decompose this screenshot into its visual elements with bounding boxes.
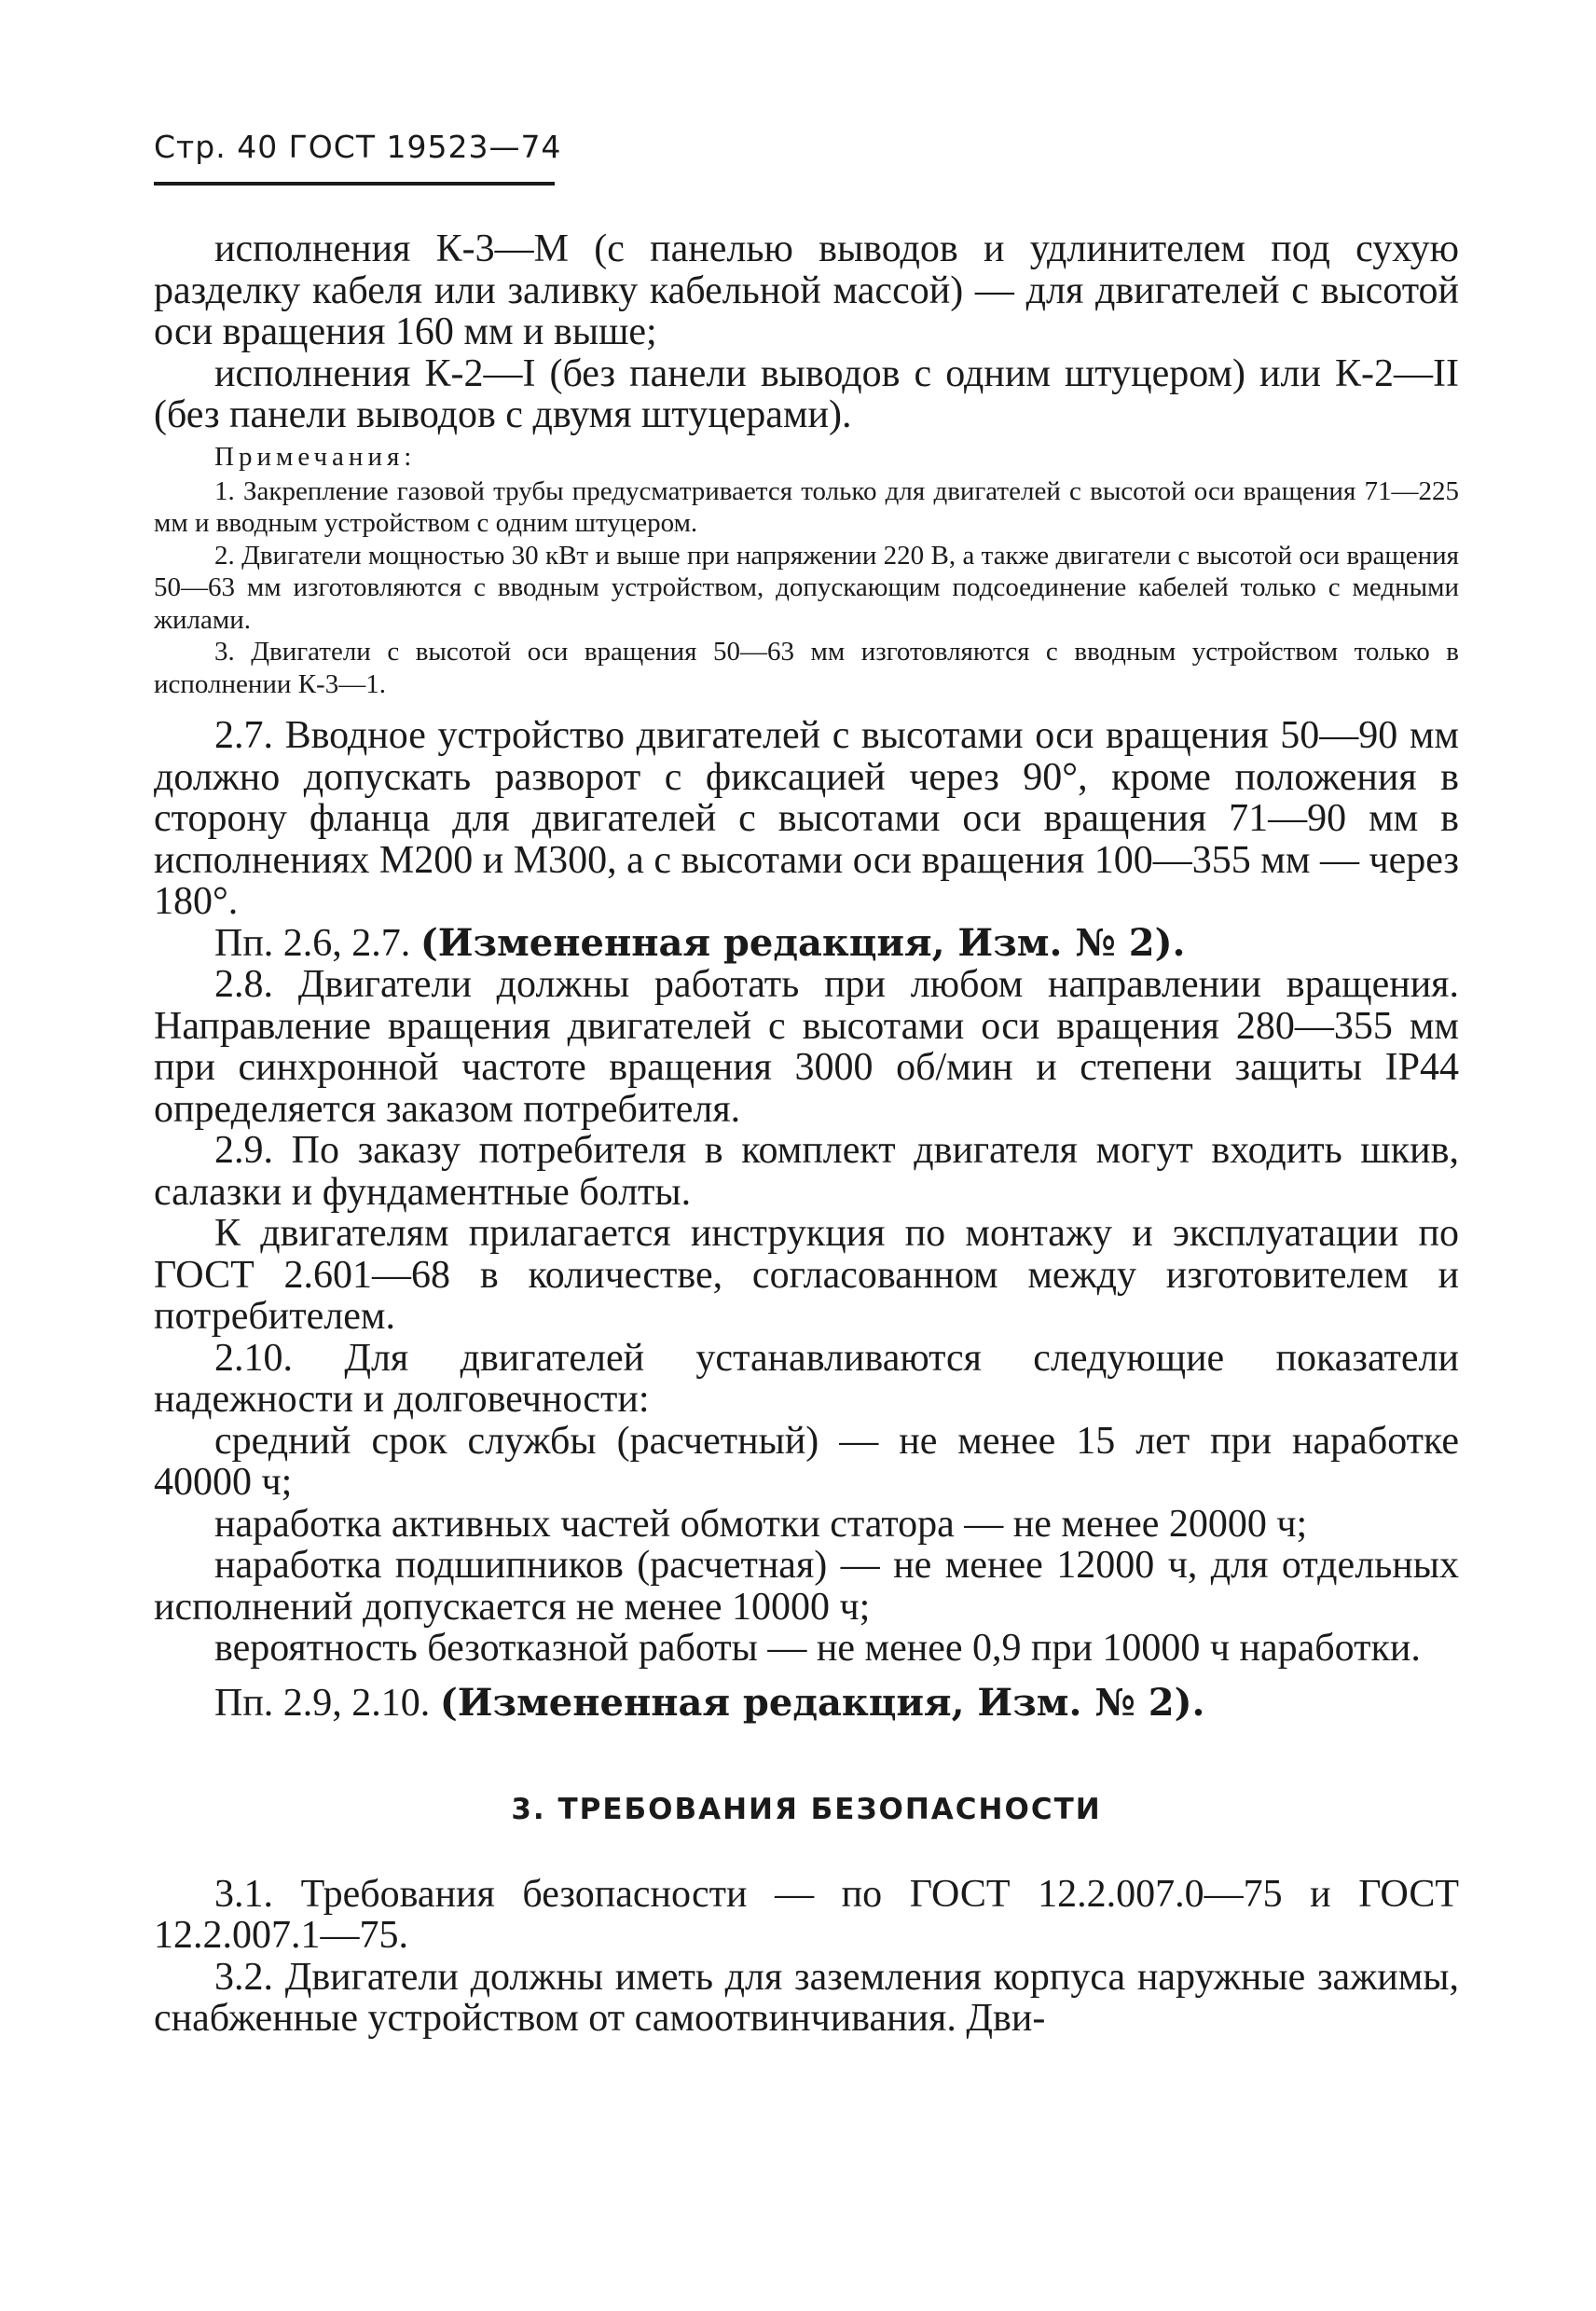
paragraph-k2: исполнения К-2—I (без панели выводов с одним штуцером) или К-2—II (без панели выводов с двумя штуцерами). xyxy=(154,351,1459,436)
note-item: 3. Двигатели с высотой оси вращения 50—63 мм изготовляются с вводным устройством только в исполнении К-3—1. xyxy=(154,637,1459,699)
notes-title: Примечания: xyxy=(214,441,417,472)
header-rule xyxy=(154,182,555,186)
clause-2-8: 2.8. Двигатели должны работать при любом направлении вращения. Направление вращения двигателей с высотами оси вращения 280—355 мм при синхронной частоте вращения 3000 об/мин и степени защиты IP44 определяется заказом потребителя. xyxy=(154,963,1459,1131)
amendment-label: (Измененная редакция, Изм. № 2). xyxy=(439,1680,1205,1725)
clause-2-10-reliability: вероятность безотказной работы — не менее 0,9 при 10000 ч наработки. xyxy=(214,1627,1421,1670)
clause-2-7: 2.7. Вводное устройство двигателей с высотами оси вращения 50—90 мм должно допускать разворот с фиксацией через 90°, кроме положения в сторону фланца для двигателей с высотами оси вращения 71—90 мм в исполнениях М200 и М300, а с высотами оси вращения 100—355 мм — через 180°. xyxy=(154,714,1459,923)
notes-list xyxy=(154,475,1459,701)
amendment-note-1 xyxy=(154,920,1459,965)
clause-2-10: 2.10. Для двигателей устанавливаются следующие показатели надежности и долговечности: xyxy=(154,1336,1459,1421)
clause-3-2: 3.2. Двигатели должны иметь для заземления корпуса наружные зажимы, снабженные устройством от самоотвинчивания. Дви- xyxy=(154,1955,1459,2040)
amendment-ref: Пп. 2.9, 2.10. xyxy=(214,1681,431,1725)
clause-2-10-winding: наработка активных частей обмотки статора — не менее 20000 ч; xyxy=(214,1502,1308,1546)
page-header: Стр. 40 ГОСТ 19523—74 xyxy=(154,129,562,165)
note-item: 1. Закрепление газовой трубы предусматривается только для двигателей с высотой оси вращения 71—225 мм и вводным устройством с одним штуцером. xyxy=(154,475,1459,538)
note-item: 2. Двигатели мощностью 30 кВт и выше при напряжении 220 В, а также двигатели с высотой оси вращения 50—63 мм изготовляются с вводным устройством, допускающим подсоединение кабелей только с медными жилами. xyxy=(154,540,1459,635)
clause-2-9-instructions: К двигателям прилагается инструкция по монтажу и эксплуатации по ГОСТ 2.601—68 в количестве, согласованном между изготовителем и потребителем. xyxy=(154,1212,1459,1338)
amendment-ref: Пп. 2.6, 2.7. xyxy=(214,921,411,965)
document-body xyxy=(154,228,1459,2040)
clause-3-1: 3.1. Требования безопасности — по ГОСТ 12.2.007.0—75 и ГОСТ 12.2.007.1—75. xyxy=(154,1872,1459,1957)
section-3-title: 3. ТРЕБОВАНИЯ БЕЗОПАСНОСТИ xyxy=(511,1793,1102,1826)
paragraph-k3m: исполнения К-3—М (с панелью выводов и удлинителем под сухую разделку кабеля или заливку кабельной массой) — для двигателей с высотой оси вращения 160 мм и выше; xyxy=(154,227,1459,353)
amendment-label: (Измененная редакция, Изм. № 2). xyxy=(420,920,1186,965)
clause-2-9: 2.9. По заказу потребителя в комплект двигателя могут входить шкив, салазки и фундаментные болты. xyxy=(154,1129,1459,1214)
clause-2-10-service-life: средний срок службы (расчетный) — не менее 15 лет при наработке 40000 ч; xyxy=(154,1419,1459,1504)
clause-2-10-bearings: наработка подшипников (расчетная) — не менее 12000 ч, для отдельных исполнений допускается не менее 10000 ч; xyxy=(154,1544,1459,1629)
amendment-note-2 xyxy=(154,1680,1459,1725)
